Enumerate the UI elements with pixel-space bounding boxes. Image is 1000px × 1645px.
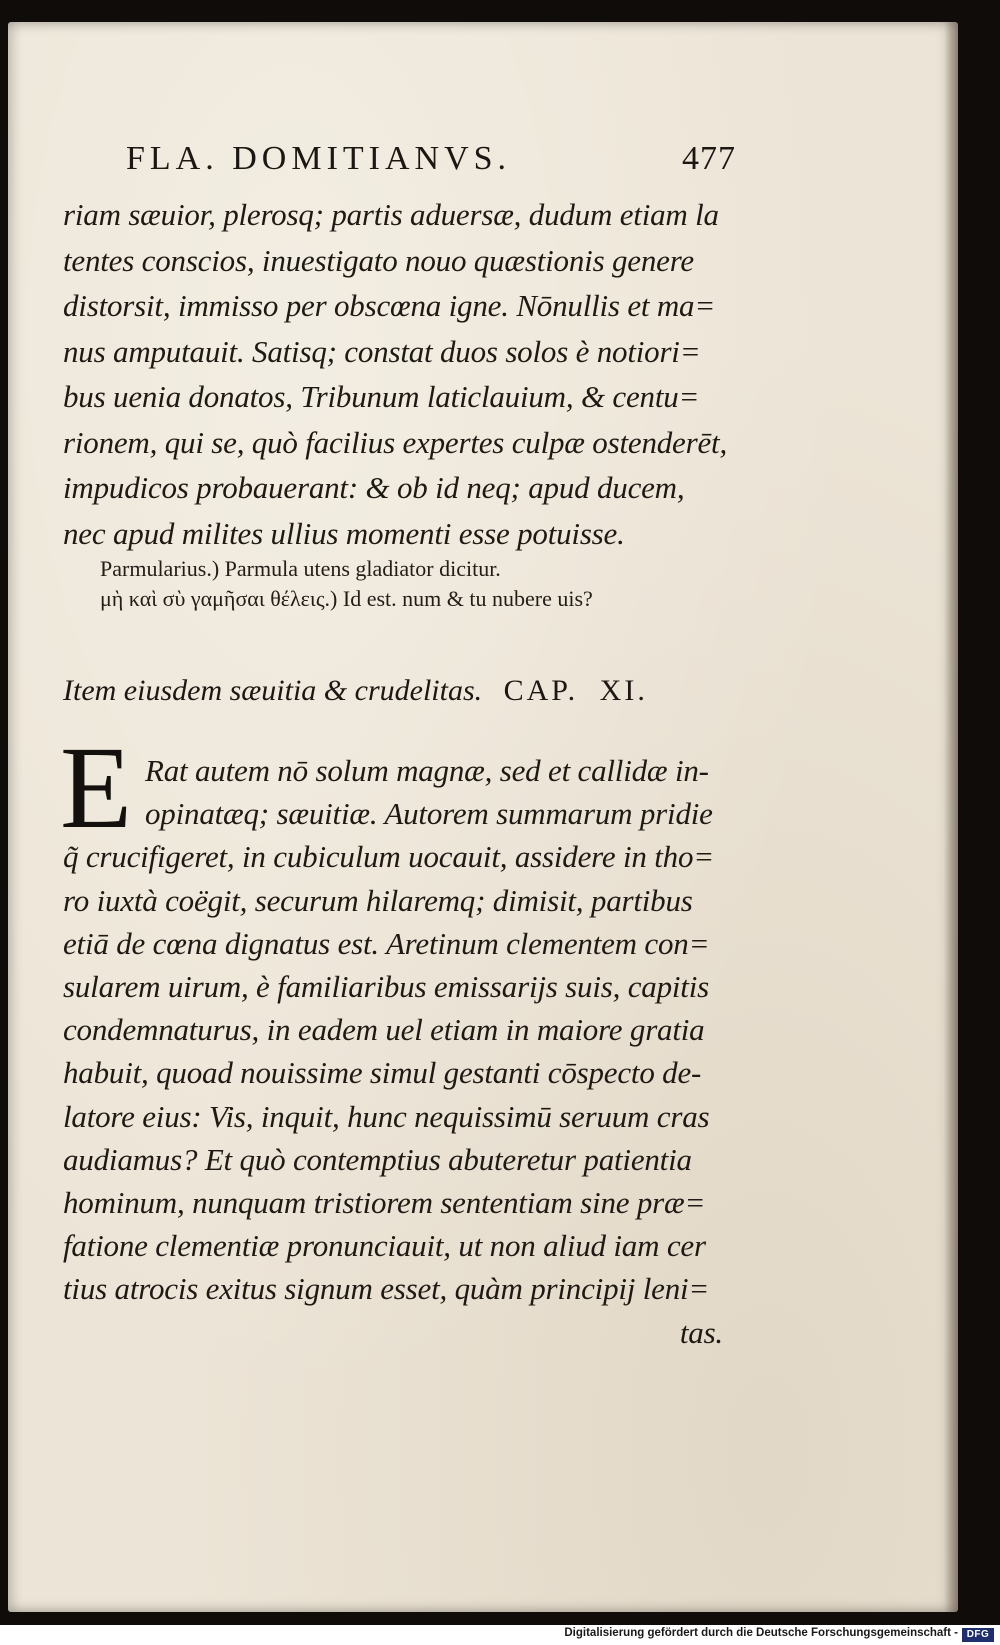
book-page: [8, 22, 958, 1612]
text-line: Rat autem nō solum magnæ, sed et callidæ in-: [145, 753, 709, 788]
drop-cap-initial: E: [60, 722, 133, 853]
dfg-logo: DFG: [962, 1628, 994, 1642]
text-line: fatione clementiæ pronunciauit, ut non aliud iam cer: [63, 1228, 706, 1264]
digitization-footer: [0, 1626, 1000, 1645]
text-line: nec apud milites ullius momenti esse potuisse.: [63, 515, 625, 551]
chapter-number: XI.: [599, 674, 648, 707]
catchword-line: tas.: [679, 1314, 723, 1350]
text-line: nus amputauit. Satisq; constat duos solos è notiori=: [63, 333, 701, 369]
page-number: 477: [682, 140, 736, 177]
chapter-cap-label: CAP.: [503, 674, 579, 707]
text-line: tentes conscios, inuestigato nouo quæstionis genere: [63, 242, 694, 278]
annotation-line: Parmularius.) Parmula utens gladiator dicitur.: [100, 556, 501, 581]
text-line: etiā de cœna dignatus est. Aretinum clementem con=: [63, 925, 710, 961]
text-line: ro iuxtà coëgit, securum hilaremq; dimisit, partibus: [63, 882, 693, 918]
chapter-title: Item eiusdem sæuitia & crudelitas.: [63, 674, 483, 707]
text-line: opinatæq; sæuitiæ. Autorem summarum pridie: [145, 796, 713, 832]
text-line: impudicos probauerant: & ob id neq; apud ducem,: [63, 470, 685, 505]
chapter-heading: [63, 674, 703, 718]
text-line: sularem uirum, è familiaribus emissarijs suis, capitis: [63, 969, 709, 1005]
chapter-paragraph: [63, 749, 743, 1354]
text-line: bus uenia donatos, Tribunum laticlauium, & centu=: [63, 379, 700, 414]
text-line: condemnaturus, in eadem uel etiam in maiore gratia: [63, 1012, 705, 1048]
text-line: q̃ crucifigeret, in cubiculum uocauit, assidere in tho=: [63, 839, 714, 875]
running-head: [126, 140, 736, 188]
text-line: rionem, qui se, quò facilius expertes culpæ ostenderēt,: [63, 424, 727, 460]
text-line: audiamus? Et quò contemptius abuteretur patientia: [63, 1141, 692, 1177]
paragraph-continued: [63, 192, 743, 556]
text-line: hominum, nunquam tristiorem sententiam sine præ=: [63, 1185, 706, 1221]
page-edge-shadow: [944, 22, 958, 1612]
annotation-line: μὴ καὶ σὺ γαμῆσαι θέλεις.) Id est. num & tu nubere uis?: [100, 586, 593, 611]
running-title: FLA. DOMITIANVS.: [126, 140, 512, 177]
annotations: [100, 554, 740, 614]
text-line: riam sæuior, plerosq; partis aduersæ, dudum etiam la: [63, 197, 719, 232]
text-line: latore eius: Vis, inquit, hunc nequissimū seruum cras: [63, 1098, 710, 1134]
text-line: tius atrocis exitus signum esset, quàm principij leni=: [63, 1271, 710, 1307]
text-line: distorsit, immisso per obscœna igne. Nōnullis et ma=: [63, 288, 716, 323]
digitization-note: Digitalisierung gefördert durch die Deutsche Forschungsgemeinschaft -: [564, 1627, 958, 1639]
text-line: habuit, quoad nouissime simul gestanti cōspecto de-: [63, 1055, 702, 1091]
